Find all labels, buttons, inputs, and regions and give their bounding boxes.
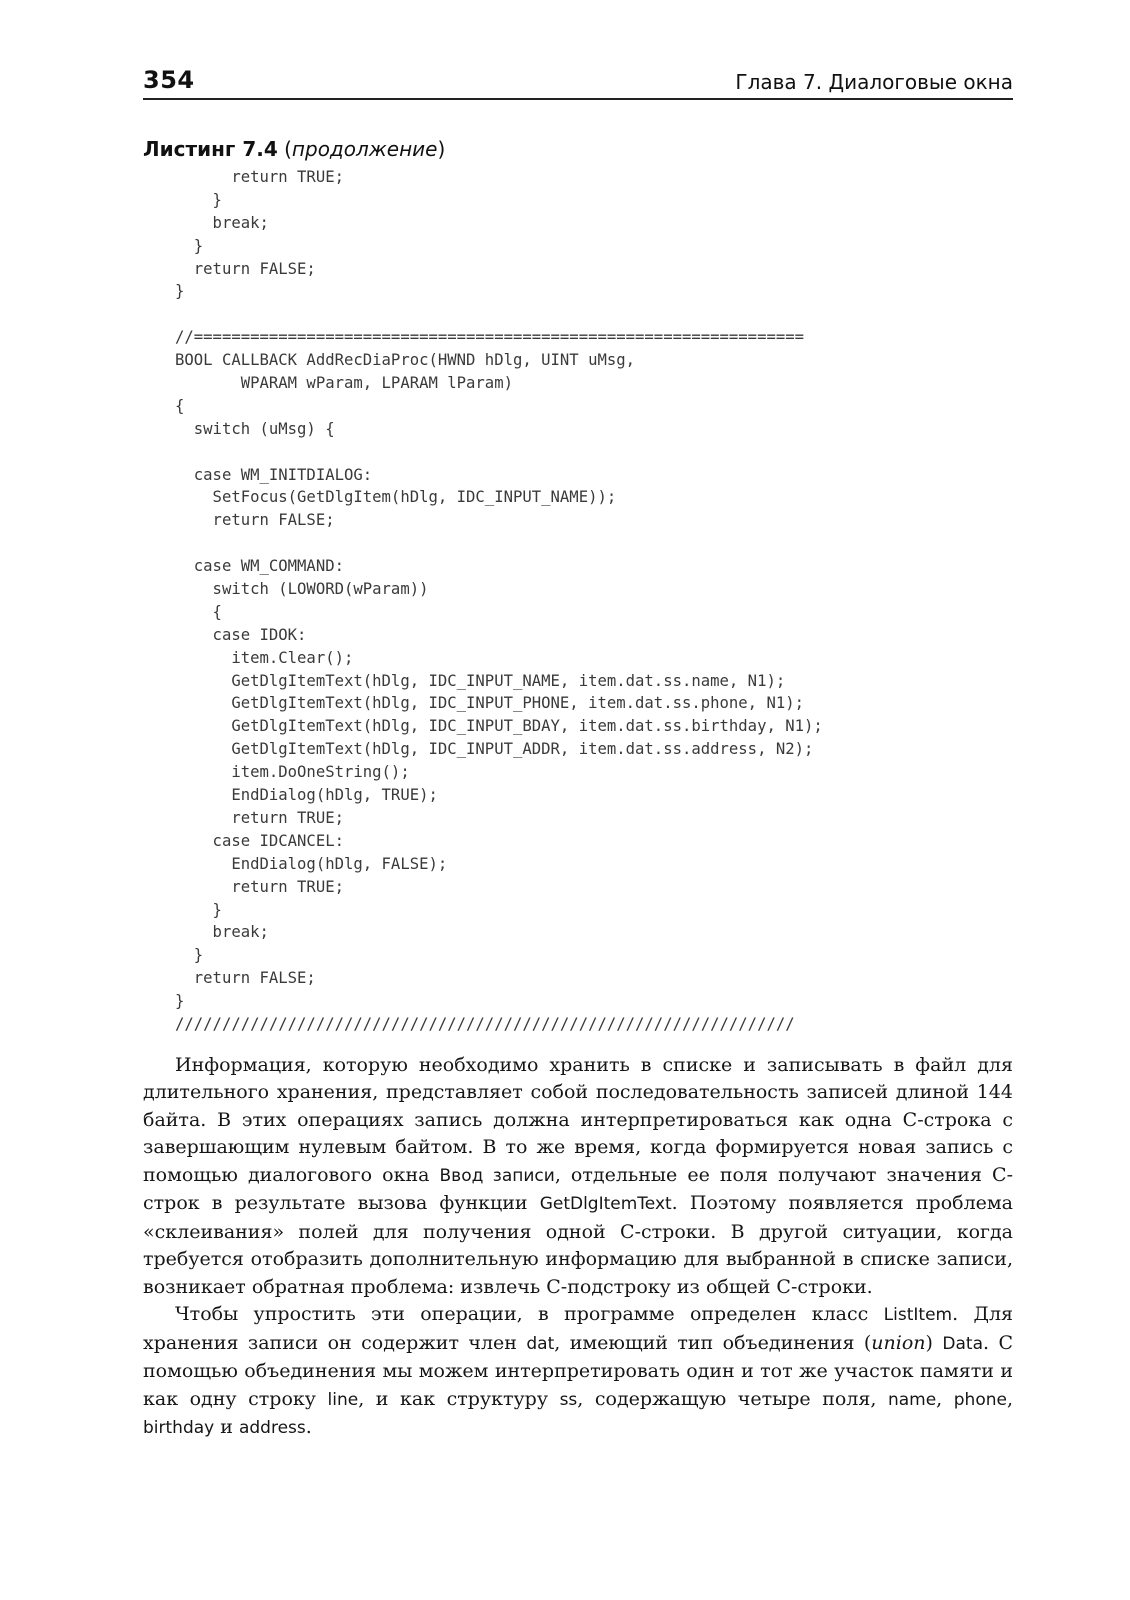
inline-code: address — [238, 1418, 306, 1439]
code-line: } — [175, 992, 185, 1011]
code-line: return TRUE; — [175, 877, 344, 896]
code-line: case IDOK: — [175, 625, 307, 644]
paragraph — [143, 1052, 1013, 1302]
code-line: switch (LOWORD(wParam)) — [175, 580, 429, 599]
text-run: и — [214, 1416, 239, 1439]
text-run: Информация, которую необходимо хранить в списке и записывать в файл для длительного хранения, представляет собой последовательность записей длиной 144 байта. В этих операциях запись должна интерпретироваться как одна С-строка с завершающим нулевым байтом. В то же время, когда формируется новая запись с помощью диалогового окна — [143, 1053, 1013, 1186]
code-line: //================================================================= — [175, 328, 805, 347]
book-page — [143, 58, 1013, 1443]
code-line: BOOL CALLBACK AddRecDiaProc(HWND hDlg, UINT uMsg, — [175, 351, 636, 370]
listing-continuation: продолжение — [291, 137, 438, 161]
code-line: switch (uMsg) { — [175, 419, 335, 438]
inline-code: ListItem — [883, 1305, 953, 1326]
text-run: . С помощью объединения мы можем интерпретировать один и тот же участок памяти и как одну строку — [143, 1331, 1013, 1410]
code-line — [175, 303, 1013, 326]
inline-code: Data — [942, 1333, 983, 1354]
code-line: return FALSE; — [175, 259, 316, 278]
inline-code: birthday — [143, 1418, 215, 1439]
listing-number: Листинг 7.4 — [143, 137, 278, 161]
code-line: GetDlgItemText(hDlg, IDC_INPUT_PHONE, item.dat.ss.phone, N1); — [175, 694, 805, 713]
inline-code: phone — [953, 1389, 1007, 1410]
code-line: case IDCANCEL: — [175, 831, 344, 850]
text-run: , — [936, 1387, 954, 1410]
inline-code: Ввод записи — [439, 1165, 555, 1186]
text-run: , — [1006, 1387, 1013, 1410]
chapter-title: Глава 7. Диалоговые окна — [735, 70, 1013, 94]
code-line: } — [175, 282, 185, 301]
code-line: item.Clear(); — [175, 648, 354, 667]
code-line: EndDialog(hDlg, TRUE); — [175, 786, 438, 805]
code-line — [175, 532, 1013, 555]
code-line: return FALSE; — [175, 969, 316, 988]
page-header — [143, 58, 1013, 100]
inline-code: name — [887, 1389, 937, 1410]
code-line: break; — [175, 213, 269, 232]
inline-code: ss — [559, 1389, 578, 1410]
inline-code: dat — [526, 1333, 555, 1354]
text-run: , содержащую четыре поля, — [577, 1387, 888, 1410]
code-listing — [175, 166, 1013, 1036]
code-line: case WM_COMMAND: — [175, 557, 344, 576]
text-run: . Поэтому появляется проблема «склеивания» полей для получения одной С-строки. В другой ситуации, когда требуется отобразить дополнительную информацию для выбранной в списке записи, возникает обратная проблема: извлечь С-подстроку из общей С-строки. — [143, 1192, 1013, 1298]
text-run: , имеющий тип объединения ( — [554, 1331, 872, 1354]
code-line: } — [175, 946, 204, 965]
code-line: ////////////////////////////////////////////////////////////////// — [175, 1014, 795, 1033]
paragraph — [143, 1301, 1013, 1443]
code-line: GetDlgItemText(hDlg, IDC_INPUT_BDAY, item.dat.ss.birthday, N1); — [175, 717, 823, 736]
text-run: , и как структуру — [358, 1387, 560, 1410]
listing-title — [143, 136, 1013, 162]
text-run: . — [305, 1416, 312, 1439]
text-run: ) — [925, 1331, 943, 1354]
code-line: GetDlgItemText(hDlg, IDC_INPUT_ADDR, item.dat.ss.address, N2); — [175, 740, 814, 759]
code-line: EndDialog(hDlg, FALSE); — [175, 854, 448, 873]
code-line: WPARAM wParam, LPARAM lParam) — [175, 374, 513, 393]
code-line: { — [175, 602, 222, 621]
code-line: GetDlgItemText(hDlg, IDC_INPUT_NAME, item.dat.ss.name, N1); — [175, 671, 786, 690]
listing-paren-open: ( — [277, 137, 292, 161]
code-line: item.DoOneString(); — [175, 763, 410, 782]
page-number: 354 — [143, 66, 195, 94]
code-line: } — [175, 190, 222, 209]
code-line — [175, 441, 1013, 464]
body-text — [143, 1052, 1013, 1443]
code-line: break; — [175, 923, 269, 942]
code-line: return FALSE; — [175, 511, 335, 530]
code-line: { — [175, 396, 185, 415]
listing-paren-close: ) — [437, 137, 446, 161]
code-line: return TRUE; — [175, 168, 344, 186]
code-line: SetFocus(GetDlgItem(hDlg, IDC_INPUT_NAME)); — [175, 488, 617, 507]
text-run: , отдельные ее поля получают значения С-строк в результате вызова функции — [143, 1163, 1013, 1215]
italic-term: union — [871, 1331, 926, 1354]
code-line: case WM_INITDIALOG: — [175, 465, 373, 484]
code-line: } — [175, 236, 204, 255]
code-line: } — [175, 900, 222, 919]
inline-code: line — [327, 1389, 359, 1410]
text-run: Чтобы упростить эти операции, в программе определен класс — [175, 1303, 884, 1326]
text-run: . Для хранения записи он содержит член — [143, 1303, 1014, 1354]
inline-code: GetDlgItemText — [539, 1194, 672, 1215]
code-line: return TRUE; — [175, 808, 344, 827]
